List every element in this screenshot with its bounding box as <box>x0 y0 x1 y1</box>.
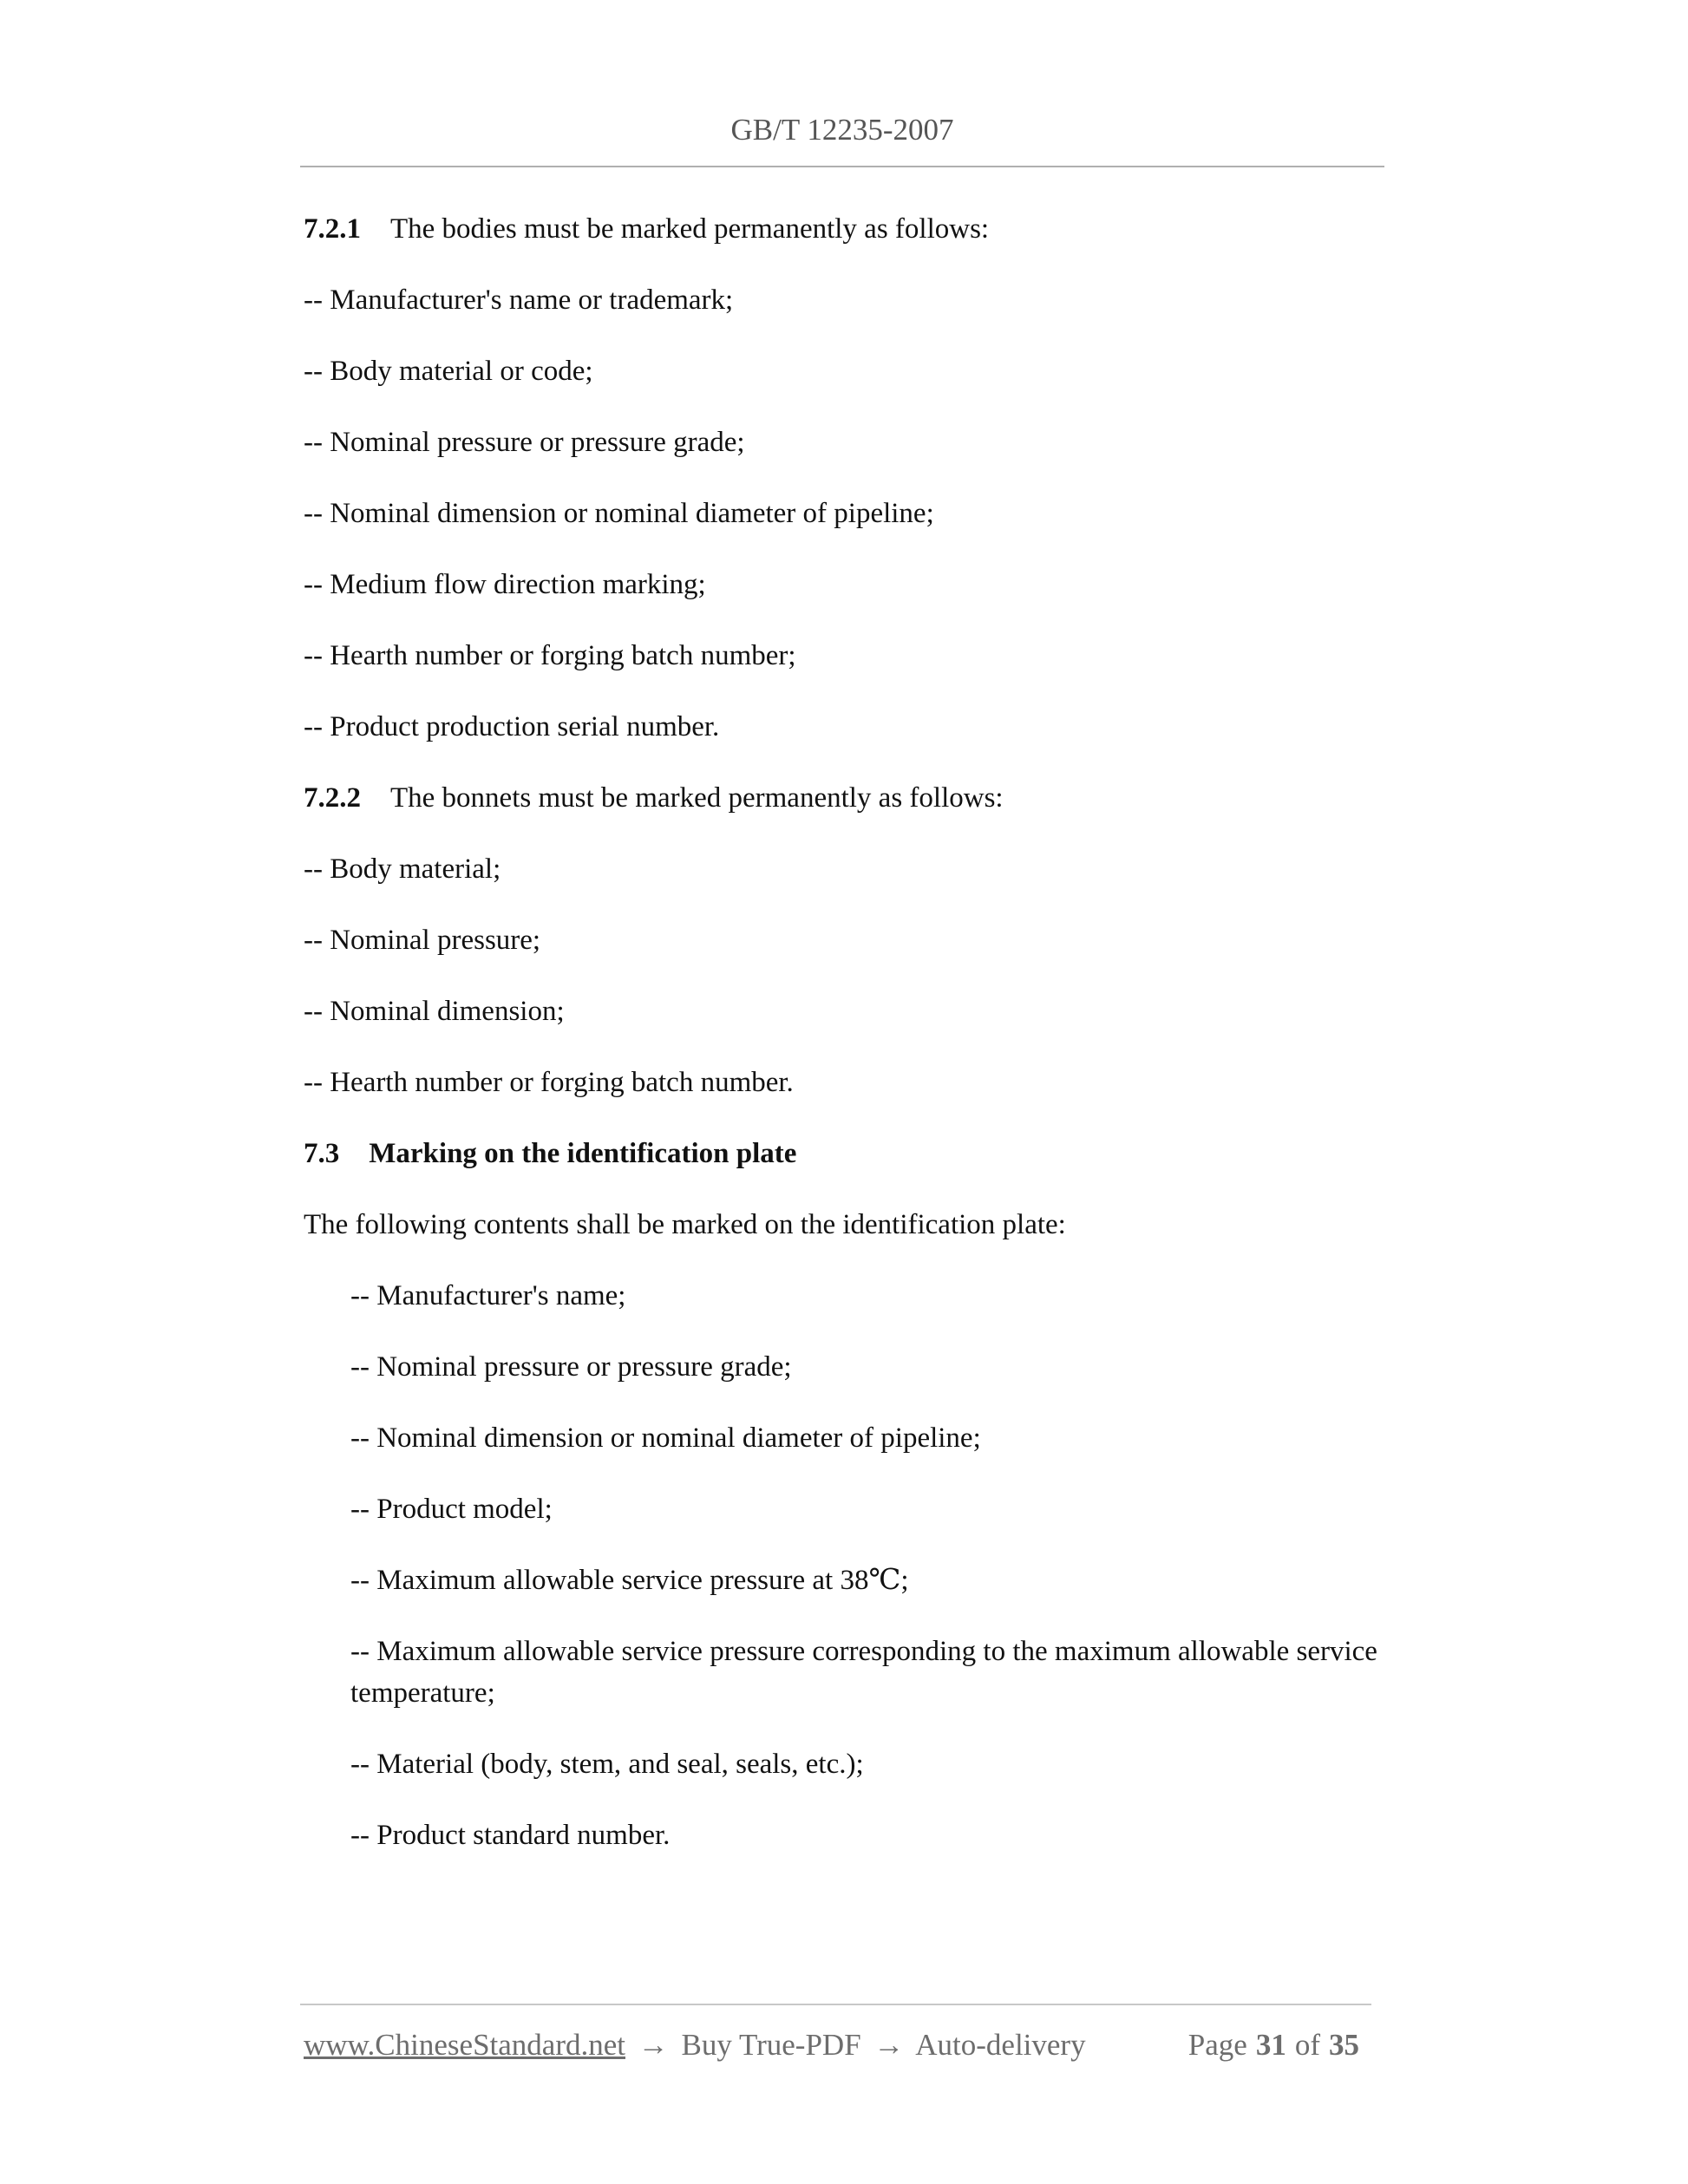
section-text: The bonnets must be marked permanently as follows: <box>390 782 1004 814</box>
buy-true-pdf-text: Buy True-PDF <box>681 2028 861 2062</box>
section-number: 7.3 <box>304 1138 340 1169</box>
list-item: -- Nominal dimension; <box>304 996 565 1027</box>
list-item: -- Maximum allowable service pressure at 38℃; <box>350 1565 909 1596</box>
list-item: -- Product production serial number. <box>304 711 720 742</box>
list-item: -- Medium flow direction marking; <box>304 569 706 600</box>
list-item: -- Maximum allowable service pressure corresponding to the maximum allowable service temperature; <box>350 1636 1377 1709</box>
page-label: Page <box>1187 2028 1247 2062</box>
list-item: -- Material (body, stem, and seal, seals, etc.); <box>350 1749 864 1780</box>
list-item: -- Product standard number. <box>350 1820 671 1851</box>
section-text: The bodies must be marked permanently as follows: <box>390 213 990 245</box>
footer-links <box>304 2021 1086 2070</box>
list-item: -- Nominal dimension or nominal diameter of pipeline; <box>304 498 934 529</box>
list-item: -- Manufacturer's name or trademark; <box>304 284 734 316</box>
arrow-right-icon: → <box>873 2028 905 2062</box>
list-item: -- Body material or code; <box>304 356 593 387</box>
section-7-3-heading <box>304 1133 1384 1174</box>
list-item: -- Nominal pressure or pressure grade; <box>350 1351 792 1383</box>
list-item: -- Nominal pressure; <box>304 925 541 956</box>
footer-divider <box>300 2004 1371 2005</box>
section-title: Marking on the identification plate <box>369 1138 797 1169</box>
document-body <box>304 208 1384 1886</box>
section-7-2-2-heading <box>304 777 1384 819</box>
document-header: GB/T 12235-2007 <box>730 113 954 147</box>
list-item: -- Hearth number or forging batch number; <box>304 640 796 671</box>
section-number: 7.2.1 <box>304 213 361 245</box>
arrow-right-icon: → <box>638 2028 669 2062</box>
page-current: 31 <box>1255 2028 1286 2062</box>
list-item: -- Nominal pressure or pressure grade; <box>304 427 745 458</box>
chinesestandard-link[interactable]: www.ChineseStandard.net <box>304 2028 625 2062</box>
list-item: -- Product model; <box>350 1494 553 1525</box>
section-number: 7.2.2 <box>304 782 361 814</box>
header-divider <box>300 166 1384 167</box>
section-intro: The following contents shall be marked on the identification plate: <box>304 1209 1066 1240</box>
list-item: -- Hearth number or forging batch number. <box>304 1067 794 1098</box>
page-footer <box>304 2021 1375 2070</box>
list-item: -- Manufacturer's name; <box>350 1280 626 1311</box>
list-item: -- Body material; <box>304 853 501 885</box>
list-item: -- Nominal dimension or nominal diameter of pipeline; <box>350 1422 981 1454</box>
auto-delivery-text: Auto-delivery <box>915 2028 1086 2062</box>
page-indicator <box>1188 2021 1368 2070</box>
section-7-2-1-heading <box>304 208 1384 250</box>
page-of-label: of <box>1294 2028 1320 2062</box>
page-total: 35 <box>1329 2028 1359 2062</box>
